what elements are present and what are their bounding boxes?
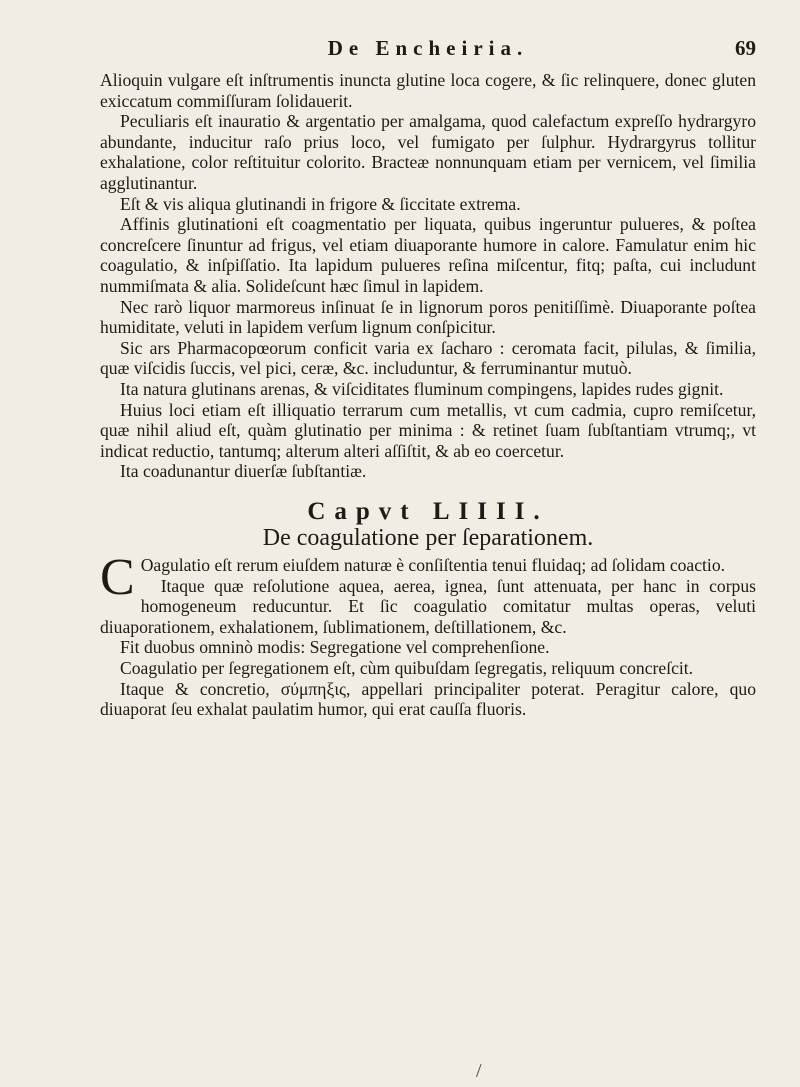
chapter-subtitle: De coagulatione per ſeparationem. (262, 525, 594, 552)
paragraph: Eſt & vis aliqua glutinandi in frigore & ſiccitate extrema. (120, 193, 521, 214)
body-text (100, 70, 756, 720)
paragraph: Fit duobus omninò modis: Segregatione vel comprehenſione. (120, 637, 550, 658)
paragraph: Peculiaris eſt inauratio & argentatio per amalgama, quod calefactum expreſſo hydrargyro abundante, inducitur raſo prius loco, vel fumigato per ſulphur. Hydrargyrus tollitur exhalatione, color reſtituitur colorito. Bracteæ nonnunquam etiam per vernicem, vel ſimilia agglutinantur. (100, 111, 756, 193)
paragraph: Ita natura glutinans arenas, & viſciditates fluminum compingens, lapides rudes gignit. (120, 378, 724, 399)
paragraph: Sic ars Pharmacopœorum conficit varia ex ſacharo : ceromata facit, pilulas, & ſimilia, quæ viſcidis ſuccis, vel pici, ceræ, &c. includuntur, & ferruminantur mutuò. (100, 337, 756, 379)
paragraph: Ita coadunantur diuerſæ ſubſtantiæ. (120, 461, 367, 482)
margin-mark: / (476, 1060, 482, 1082)
page-number: 69 (735, 36, 756, 60)
running-head (100, 30, 756, 70)
paragraph: Itaque & concretio, σύμπηξις, appellari principaliter poterat. Peragitur calore, quo diuaporat ſeu exhalat paulatim humor, qui erat cauſſa fluoris. (100, 678, 756, 720)
paragraph: Alioquin vulgare eſt inſtrumentis inuncta glutine loca cogere, & ſic relinquere, donec gluten exiccatum commiſſuram ſolidauerit. (100, 70, 756, 111)
paragraph: Huius loci etiam eſt illiquatio terrarum cum metallis, vt cum cadmia, cupro remiſcetur, quæ nihil aliud eſt, quàm glutinatio per minima : & retinet ſuam ſubſtantiam vtrumq;, vt indicat reductio, tantumq; alterum alteri aſſiſtit, & ab eo coercetur. (100, 399, 756, 461)
paragraph: Affinis glutinationi eſt coagmentatio per liquata, quibus ingeruntur pulueres, & poſtea concreſcere ſinuntur ad frigus, vel etiam diuaporante humore in calore. Famulatur enim hic coagulatio, & inſpiſſatio. Ita lapidum pulueres reſina miſcentur, fitq; paſta, cui includunt nummiſmata & alia. Solideſcunt hæc ſimul in lapidem. (100, 214, 756, 296)
paragraph: Coagulatio per ſegregationem eſt, cùm quibuſdam ſegregatis, reliquum concreſcit. (120, 658, 694, 679)
paragraph: Itaque quæ reſolutione aquea, aerea, ignea, ſunt attenuata, per hanc in corpus homogeneum reducuntur. Et ſic coagulatio comitatur multas operas, veluti diuaporationem, exhalationem, ſublimationem, deſtillationem, &c. (100, 575, 756, 637)
chapter-heading: Capvt LIIII. (307, 497, 549, 525)
drop-cap: C (100, 549, 135, 607)
paragraph: Nec rarò liquor marmoreus inſinuat ſe in lignorum poros penitiſſimè. Diuaporante poſtea humiditate, veluti in lapidem verſum lignum conſpicitur. (100, 296, 756, 338)
paragraph-text: Oagulatio eſt rerum eiuſdem naturæ è conſiſtentia tenui fluidaq; ad ſolidam coactio. (140, 555, 726, 576)
running-title: De Encheiria. (327, 36, 529, 60)
